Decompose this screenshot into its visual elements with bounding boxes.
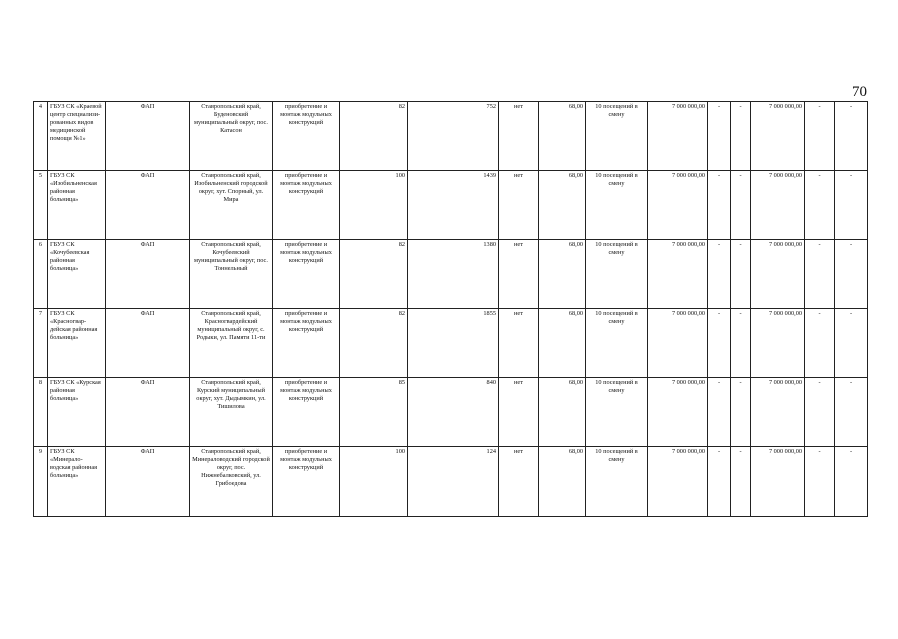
flag-cell: нет (499, 102, 539, 171)
dash-cell: - (835, 102, 868, 171)
organization-cell: ГБУЗ СК «Кочубеевская районная больница» (48, 240, 106, 309)
table-row (34, 171, 868, 240)
work-type-cell: приобретение и монтаж модульных конструкций (273, 309, 340, 378)
total-cell: 7 000 000,00 (648, 102, 708, 171)
capacity-cell: 10 посещений в смену (586, 240, 648, 309)
capacity-cell: 10 посещений в смену (586, 447, 648, 517)
area-cell: 100 (340, 447, 408, 517)
row-number: 4 (34, 102, 48, 171)
area-cell: 85 (340, 378, 408, 447)
object-type-cell: ФАП (106, 171, 190, 240)
dash-cell: - (731, 171, 751, 240)
flag-cell: нет (499, 171, 539, 240)
row-number: 7 (34, 309, 48, 378)
total2-cell: 7 000 000,00 (751, 378, 805, 447)
capacity-cell: 10 посещений в смену (586, 171, 648, 240)
dash-cell: - (731, 447, 751, 517)
dash-cell: - (805, 378, 835, 447)
work-type-cell: приобретение и монтаж модульных конструкций (273, 171, 340, 240)
population-cell: 752 (408, 102, 499, 171)
table-row (34, 102, 868, 171)
cost-cell: 68,00 (539, 378, 586, 447)
table-row (34, 309, 868, 378)
dash-cell: - (805, 102, 835, 171)
total-cell: 7 000 000,00 (648, 240, 708, 309)
dash-cell: - (731, 102, 751, 171)
total-cell: 7 000 000,00 (648, 171, 708, 240)
cost-cell: 68,00 (539, 309, 586, 378)
dash-cell: - (835, 378, 868, 447)
dash-cell: - (835, 309, 868, 378)
cost-cell: 68,00 (539, 447, 586, 517)
dash-cell: - (708, 240, 731, 309)
dash-cell: - (708, 171, 731, 240)
population-cell: 840 (408, 378, 499, 447)
population-cell: 1855 (408, 309, 499, 378)
work-type-cell: приобретение и монтаж модульных конструкций (273, 378, 340, 447)
address-cell: Ставропольский край, Кочубеевский муниципальный округ, пос. Тоннельный (190, 240, 273, 309)
dash-cell: - (805, 240, 835, 309)
dash-cell: - (805, 171, 835, 240)
address-cell: Ставропольский край, Буденовский муниципальный округ, пос. Катасон (190, 102, 273, 171)
object-type-cell: ФАП (106, 102, 190, 171)
area-cell: 82 (340, 240, 408, 309)
object-type-cell: ФАП (106, 378, 190, 447)
dash-cell: - (805, 447, 835, 517)
dash-cell: - (805, 309, 835, 378)
row-number: 8 (34, 378, 48, 447)
total2-cell: 7 000 000,00 (751, 102, 805, 171)
total-cell: 7 000 000,00 (648, 447, 708, 517)
capacity-cell: 10 посещений в смену (586, 102, 648, 171)
table-row (34, 447, 868, 517)
flag-cell: нет (499, 240, 539, 309)
population-cell: 124 (408, 447, 499, 517)
total2-cell: 7 000 000,00 (751, 309, 805, 378)
cost-cell: 68,00 (539, 102, 586, 171)
flag-cell: нет (499, 309, 539, 378)
capacity-cell: 10 посещений в смену (586, 309, 648, 378)
row-number: 5 (34, 171, 48, 240)
work-type-cell: приобретение и монтаж модульных конструкций (273, 102, 340, 171)
dash-cell: - (835, 240, 868, 309)
total2-cell: 7 000 000,00 (751, 171, 805, 240)
dash-cell: - (835, 447, 868, 517)
row-number: 9 (34, 447, 48, 517)
dash-cell: - (731, 240, 751, 309)
dash-cell: - (835, 171, 868, 240)
row-number: 6 (34, 240, 48, 309)
dash-cell: - (708, 309, 731, 378)
table-row (34, 240, 868, 309)
total-cell: 7 000 000,00 (648, 309, 708, 378)
address-cell: Ставропольский край, Курский муниципальный округ, хут. Дыдымкин, ул. Тишилова (190, 378, 273, 447)
organization-cell: ГБУЗ СК «Минерало-водская районная больница» (48, 447, 106, 517)
dash-cell: - (731, 378, 751, 447)
work-type-cell: приобретение и монтаж модульных конструкций (273, 240, 340, 309)
dash-cell: - (708, 378, 731, 447)
dash-cell: - (708, 102, 731, 171)
organization-cell: ГБУЗ СК «Красногвар-дейская районная больница» (48, 309, 106, 378)
flag-cell: нет (499, 378, 539, 447)
area-cell: 100 (340, 171, 408, 240)
address-cell: Ставропольский край, Изобильненский городской округ, хут. Спорный, ул. Мира (190, 171, 273, 240)
organization-cell: ГБУЗ СК «Краевой центр специализи-рованных видов медицинской помощи №1» (48, 102, 106, 171)
flag-cell: нет (499, 447, 539, 517)
total2-cell: 7 000 000,00 (751, 240, 805, 309)
area-cell: 82 (340, 309, 408, 378)
total2-cell: 7 000 000,00 (751, 447, 805, 517)
population-cell: 1380 (408, 240, 499, 309)
population-cell: 1439 (408, 171, 499, 240)
organization-cell: ГБУЗ СК «Изобильненская районная больница» (48, 171, 106, 240)
address-cell: Ставропольский край, Минераловодский городской округ, пос. Нижнебалковский, ул. Грибоедова (190, 447, 273, 517)
object-type-cell: ФАП (106, 240, 190, 309)
object-type-cell: ФАП (106, 447, 190, 517)
facilities-table (33, 101, 868, 517)
address-cell: Ставропольский край, Красногвардейский муниципальный округ, с. Родыки, ул. Памяти 11-ти (190, 309, 273, 378)
work-type-cell: приобретение и монтаж модульных конструкций (273, 447, 340, 517)
cost-cell: 68,00 (539, 240, 586, 309)
table-row (34, 378, 868, 447)
dash-cell: - (708, 447, 731, 517)
capacity-cell: 10 посещений в смену (586, 378, 648, 447)
area-cell: 82 (340, 102, 408, 171)
total-cell: 7 000 000,00 (648, 378, 708, 447)
cost-cell: 68,00 (539, 171, 586, 240)
object-type-cell: ФАП (106, 309, 190, 378)
page-number: 70 (852, 84, 867, 100)
dash-cell: - (731, 309, 751, 378)
organization-cell: ГБУЗ СК «Курская районная больница» (48, 378, 106, 447)
